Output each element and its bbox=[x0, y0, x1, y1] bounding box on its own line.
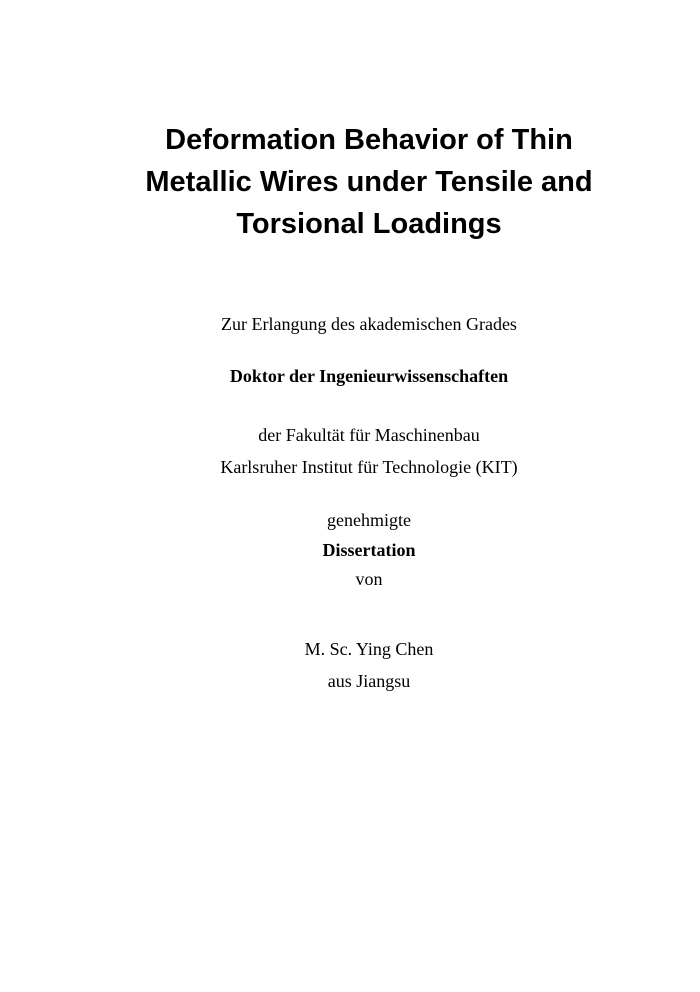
institute: Karlsruher Institut für Technologie (KIT) bbox=[220, 457, 518, 477]
title-line-1: Deformation Behavior of Thin bbox=[165, 124, 573, 156]
approved-label: genehmigte bbox=[327, 510, 411, 530]
degree-intro: Zur Erlangung des akademischen Grades bbox=[221, 314, 517, 334]
degree-name: Doktor der Ingenieurwissenschaften bbox=[229, 366, 509, 386]
document-type: Dissertation bbox=[322, 540, 416, 560]
author-name: M. Sc. Ying Chen bbox=[304, 639, 434, 659]
by-label: von bbox=[355, 569, 383, 589]
title-line-3: Torsional Loadings bbox=[236, 208, 502, 240]
thesis-title bbox=[0, 119, 700, 245]
author-origin: aus Jiangsu bbox=[327, 671, 411, 691]
faculty: der Fakultät für Maschinenbau bbox=[258, 425, 480, 445]
title-line-2: Metallic Wires under Tensile and bbox=[145, 166, 593, 198]
